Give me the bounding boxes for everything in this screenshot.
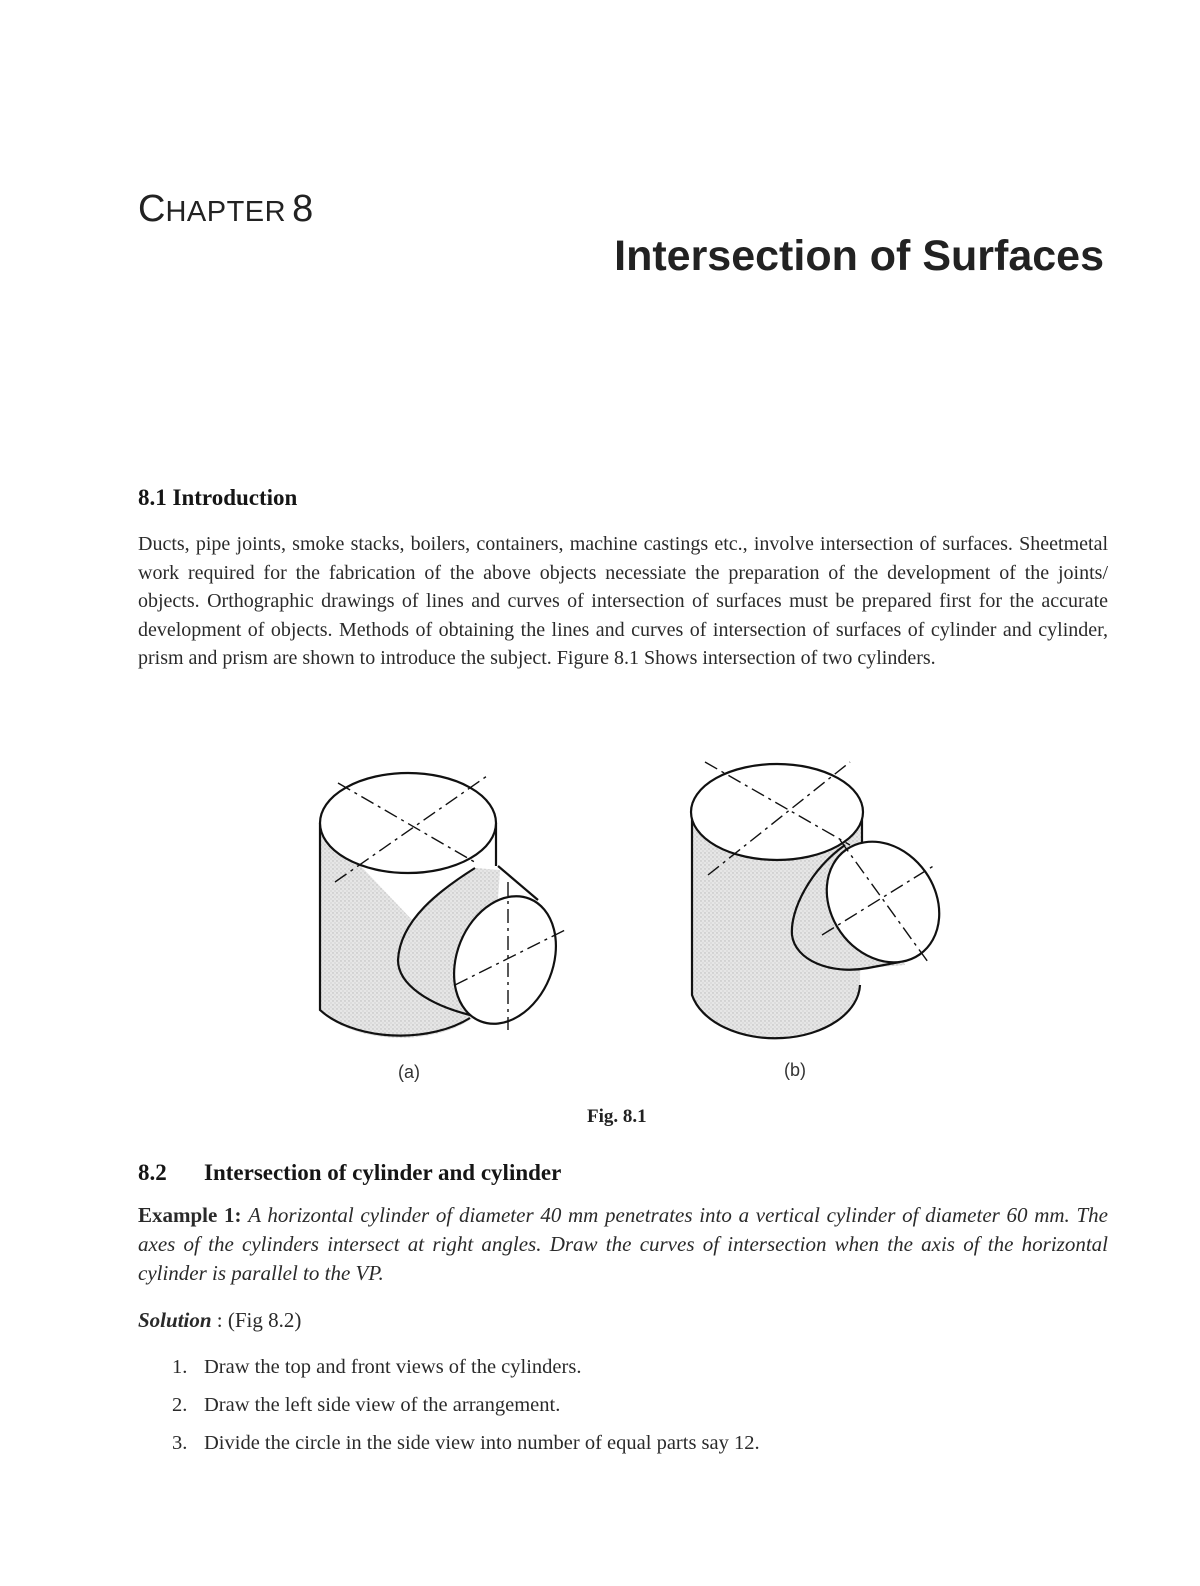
chapter-label-rest: HAPTER [165, 196, 287, 228]
step-text: Divide the circle in the side view into number of equal parts say 12. [204, 1432, 760, 1454]
example-1 [138, 1201, 1108, 1288]
section-title: Intersection of cylinder and cylinder [204, 1160, 562, 1185]
figure-caption: Fig. 8.1 [587, 1106, 647, 1127]
step-number: 1. [172, 1356, 188, 1378]
chapter-number: 8 [292, 188, 314, 230]
step-number: 3. [172, 1432, 188, 1454]
solution-line [138, 1308, 301, 1333]
figure-sub-caption-a: (a) [398, 1062, 420, 1082]
section-number: 8.1 [138, 485, 167, 510]
solution-reference: : (Fig 8.2) [216, 1308, 302, 1332]
solution-steps [172, 1348, 760, 1462]
figure-sub-caption-b: (b) [784, 1060, 806, 1080]
step-number: 2. [172, 1394, 188, 1416]
example-text: A horizontal cylinder of diameter 40 mm penetrates into a vertical cylinder of diameter 60 mm. The axes of the cylinders intersect at right angles. Draw the curves of intersection when the axis of the horizontal cylinder is parallel to the VP. [138, 1203, 1108, 1285]
list-item [172, 1424, 760, 1462]
section-title: Introduction [172, 485, 298, 510]
step-text: Draw the left side view of the arrangement. [204, 1394, 561, 1416]
introduction-paragraph: Ducts, pipe joints, smoke stacks, boilers, containers, machine castings etc., involve intersection of surfaces. Sheetmetal work required for the fabrication of the above objects necessiate the preparation of the development of the joints/ objects. Orthographic drawings of lines and curves of intersection of surfaces must be prepared first for the accurate development of objects. Methods of obtaining the lines and curves of intersection of surfaces of cylinder and cylinder, prism and prism are shown to introduce the subject. Figure 8.1 Shows intersection of two cylinders. [138, 533, 1108, 670]
chapter-title: Intersection of Surfaces [614, 232, 1104, 280]
section-heading-cylinder [138, 1160, 561, 1186]
list-item [172, 1348, 760, 1386]
solution-label: Solution [138, 1308, 212, 1332]
cylinder-drawing-b [691, 762, 962, 1038]
section-number: 8.2 [138, 1160, 167, 1185]
cylinder-drawing-a [320, 773, 574, 1039]
chapter-label-initial: C [138, 188, 166, 230]
example-label: Example 1: [138, 1203, 242, 1227]
step-text: Draw the top and front views of the cylinders. [204, 1356, 582, 1378]
list-item [172, 1386, 760, 1424]
